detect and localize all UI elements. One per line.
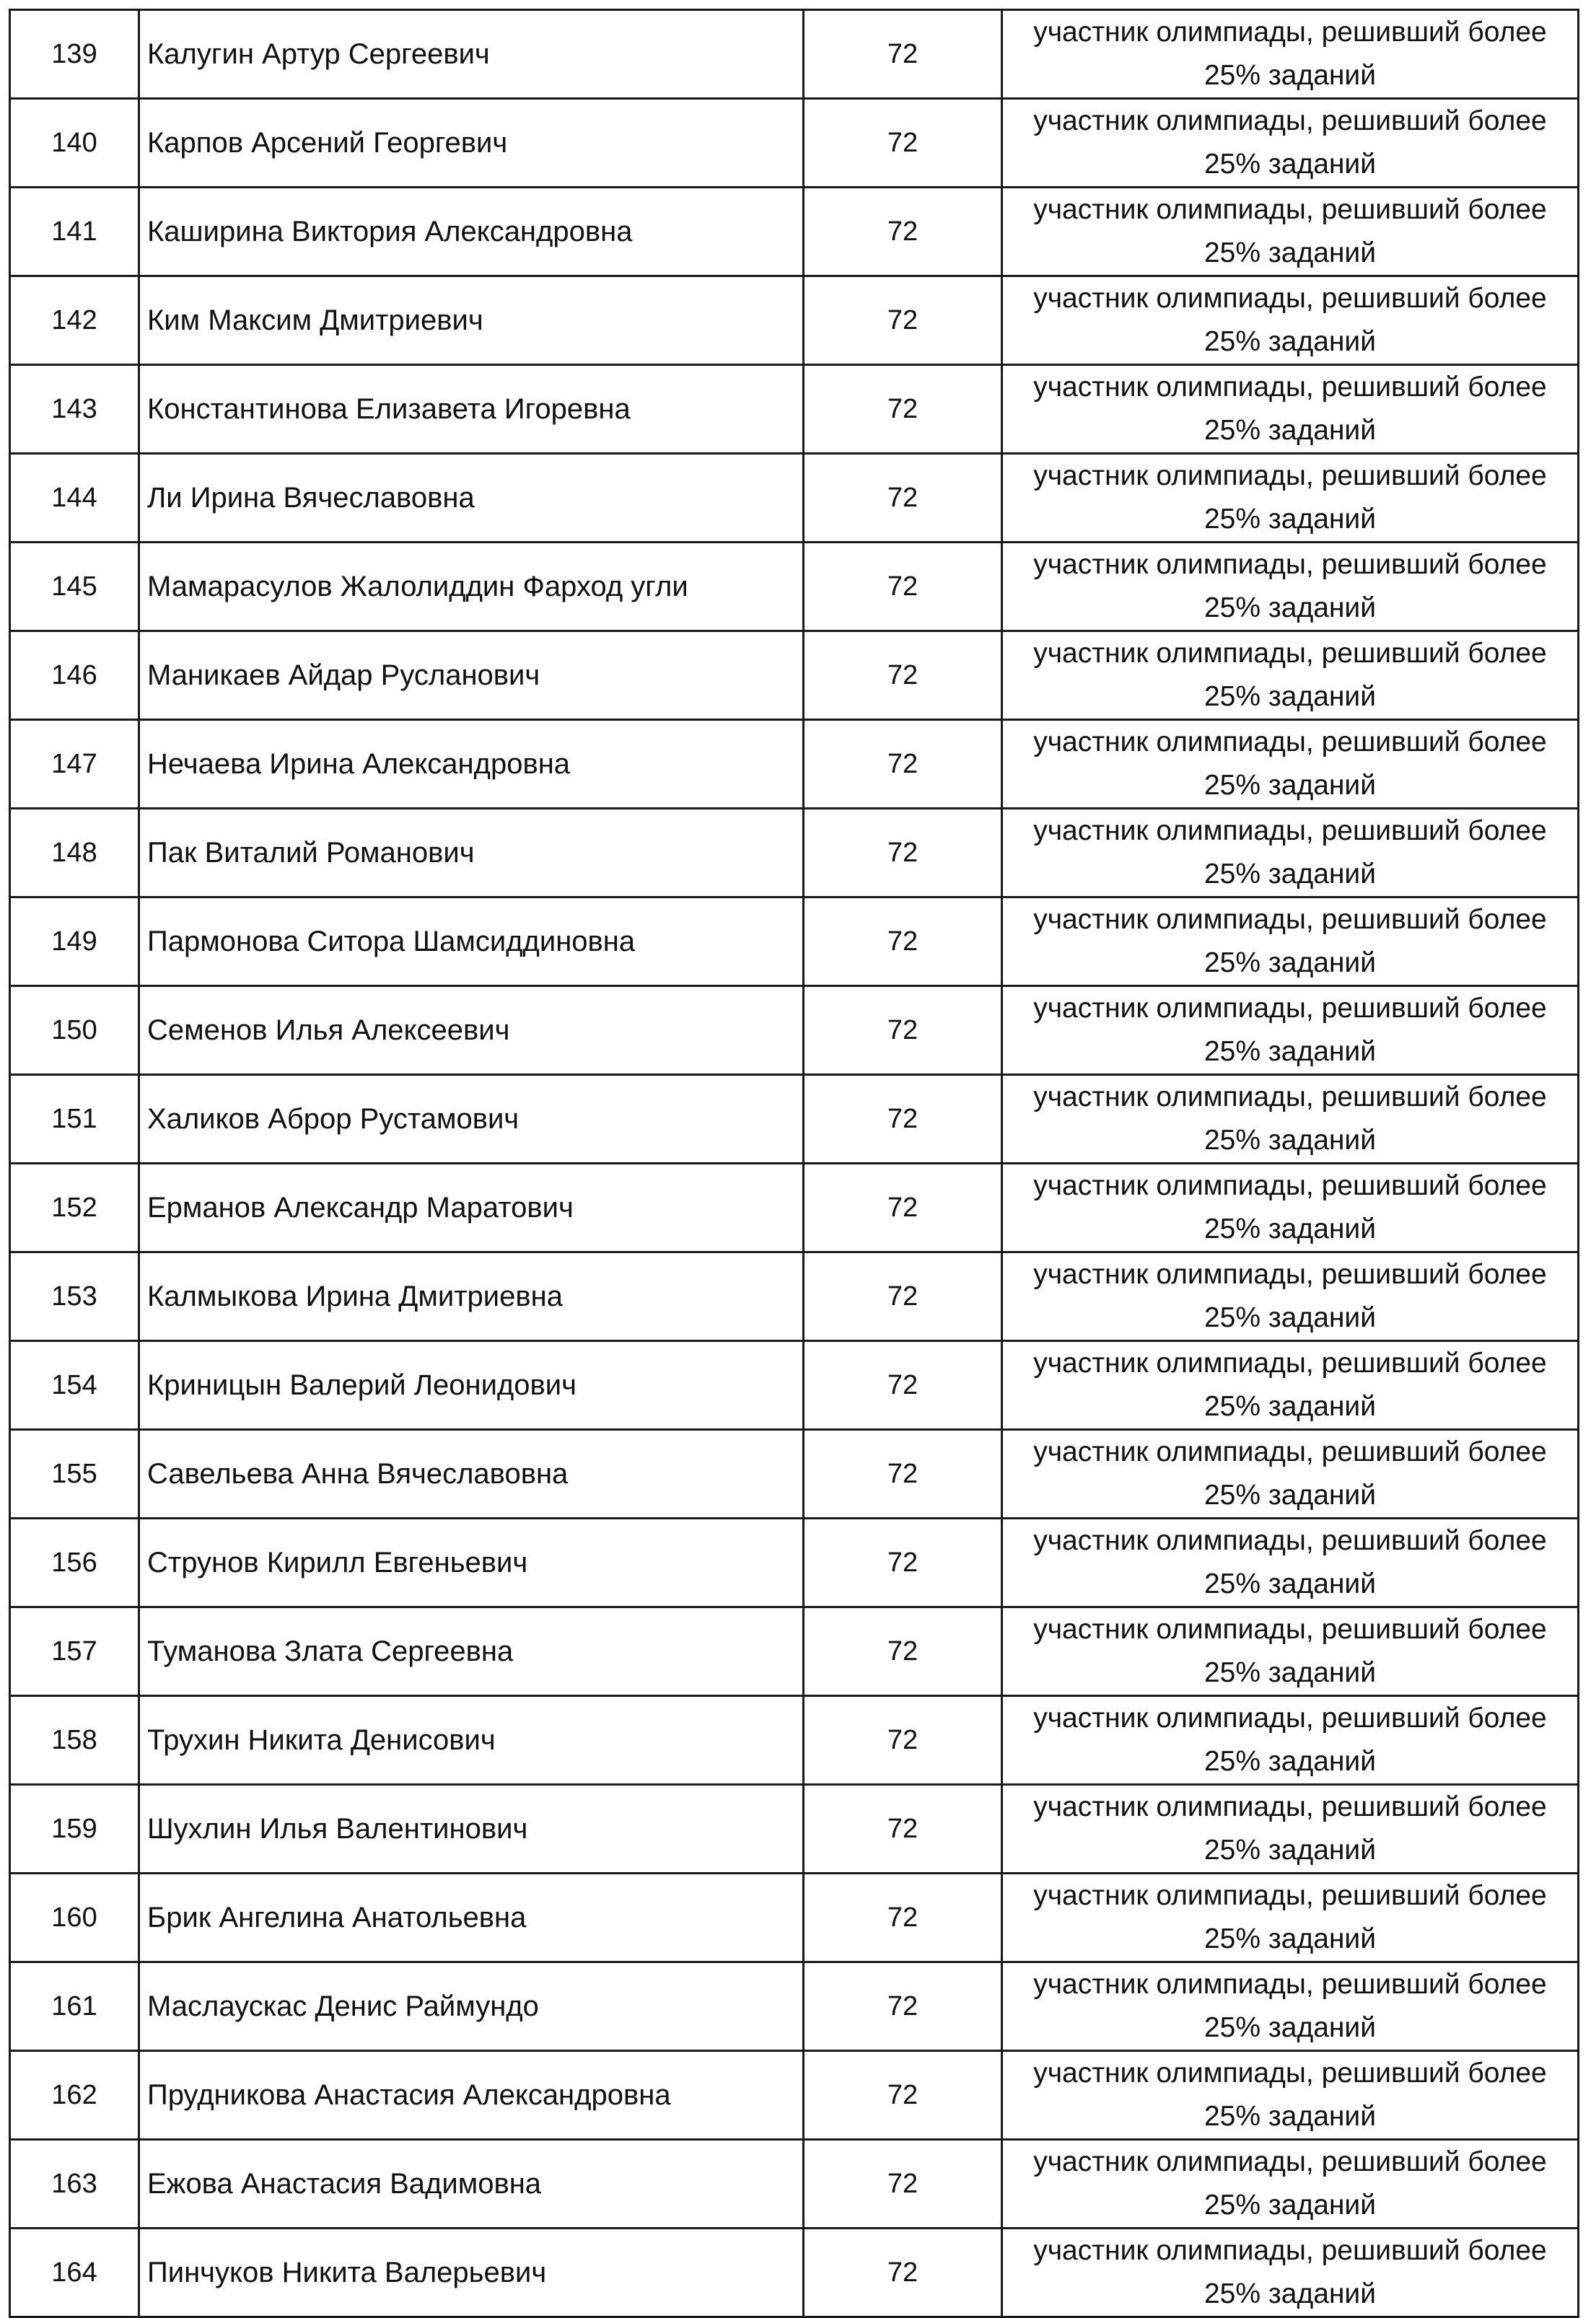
table-row <box>10 1519 1579 1607</box>
status-line-1: участник олимпиады, решивший более <box>1033 1880 1547 1911</box>
status-line-1: участник олимпиады, решивший более <box>1033 17 1547 48</box>
participant-status <box>1002 2229 1579 2317</box>
participant-status <box>1002 1874 1579 1962</box>
participant-status <box>1002 10 1579 99</box>
row-number: 147 <box>10 720 139 809</box>
participant-name: Шухлин Илья Валентинович <box>139 1785 804 1874</box>
status-line-2: 25% заданий <box>1203 326 1377 357</box>
participant-score: 72 <box>804 1874 1002 1962</box>
row-number: 157 <box>10 1607 139 1696</box>
status-line-2: 25% заданий <box>1203 2101 1377 2132</box>
participant-score: 72 <box>804 897 1002 986</box>
status-line-1: участник олимпиады, решивший более <box>1033 726 1547 758</box>
status-line-1: участник олимпиады, решивший более <box>1033 2235 1547 2266</box>
participant-score: 72 <box>804 99 1002 188</box>
table-row <box>10 10 1579 99</box>
status-line-1: участник олимпиады, решивший более <box>1033 1170 1547 1201</box>
participant-score: 72 <box>804 365 1002 454</box>
participant-status <box>1002 188 1579 276</box>
row-number: 159 <box>10 1785 139 1874</box>
row-number: 149 <box>10 897 139 986</box>
participant-status <box>1002 2140 1579 2229</box>
participant-status <box>1002 543 1579 631</box>
participant-status <box>1002 454 1579 543</box>
participant-score: 72 <box>804 2051 1002 2140</box>
table-row <box>10 2140 1579 2229</box>
participant-name: Ежова Анастасия Вадимовна <box>139 2140 804 2229</box>
table-row <box>10 99 1579 188</box>
table-row <box>10 2051 1579 2140</box>
participant-name: Трухин Никита Денисович <box>139 1696 804 1785</box>
status-line-2: 25% заданий <box>1203 1923 1377 1954</box>
participant-name: Ерманов Александр Маратович <box>139 1164 804 1252</box>
participant-status <box>1002 1696 1579 1785</box>
status-line-2: 25% заданий <box>1203 2278 1377 2309</box>
participant-status <box>1002 1252 1579 1341</box>
participant-name: Пинчуков Никита Валерьевич <box>139 2229 804 2317</box>
participant-status <box>1002 1164 1579 1252</box>
participant-score: 72 <box>804 1696 1002 1785</box>
status-line-1: участник олимпиады, решивший более <box>1033 1703 1547 1734</box>
participant-score: 72 <box>804 1252 1002 1341</box>
status-line-2: 25% заданий <box>1203 681 1377 712</box>
row-number: 160 <box>10 1874 139 1962</box>
status-line-2: 25% заданий <box>1203 1480 1377 1511</box>
status-line-1: участник олимпиады, решивший более <box>1033 1348 1547 1379</box>
status-line-2: 25% заданий <box>1203 1302 1377 1333</box>
row-number: 148 <box>10 809 139 897</box>
participant-status <box>1002 1519 1579 1607</box>
row-number: 155 <box>10 1430 139 1519</box>
row-number: 163 <box>10 2140 139 2229</box>
table-row <box>10 276 1579 365</box>
row-number: 143 <box>10 365 139 454</box>
status-line-1: участник олимпиады, решивший более <box>1033 993 1547 1024</box>
row-number: 150 <box>10 986 139 1075</box>
table-row <box>10 1252 1579 1341</box>
participant-status <box>1002 1962 1579 2051</box>
participant-score: 72 <box>804 2140 1002 2229</box>
participant-score: 72 <box>804 276 1002 365</box>
participant-status <box>1002 1075 1579 1164</box>
participant-status <box>1002 1430 1579 1519</box>
participant-name: Криницын Валерий Леонидович <box>139 1341 804 1430</box>
results-table-body <box>10 10 1579 2317</box>
status-line-2: 25% заданий <box>1203 1125 1377 1156</box>
participant-score: 72 <box>804 1962 1002 2051</box>
participant-score: 72 <box>804 1607 1002 1696</box>
status-line-1: участник олимпиады, решивший более <box>1033 194 1547 225</box>
participant-name: Каширина Виктория Александровна <box>139 188 804 276</box>
status-line-1: участник олимпиады, решивший более <box>1033 1436 1547 1467</box>
status-line-2: 25% заданий <box>1203 2012 1377 2043</box>
status-line-2: 25% заданий <box>1203 504 1377 535</box>
participant-score: 72 <box>804 2229 1002 2317</box>
participant-name: Нечаева Ирина Александровна <box>139 720 804 809</box>
participant-name: Пак Виталий Романович <box>139 809 804 897</box>
status-line-1: участник олимпиады, решивший более <box>1033 638 1547 669</box>
participant-name: Пармонова Ситора Шамсиддиновна <box>139 897 804 986</box>
participant-status <box>1002 809 1579 897</box>
results-sheet <box>9 9 1566 2318</box>
participant-name: Калмыкова Ирина Дмитриевна <box>139 1252 804 1341</box>
participant-score: 72 <box>804 454 1002 543</box>
participant-score: 72 <box>804 1164 1002 1252</box>
table-row <box>10 720 1579 809</box>
status-line-2: 25% заданий <box>1203 1213 1377 1244</box>
status-line-1: участник олимпиады, решивший более <box>1033 372 1547 403</box>
status-line-1: участник олимпиады, решивший более <box>1033 1259 1547 1290</box>
participant-name: Семенов Илья Алексеевич <box>139 986 804 1075</box>
status-line-2: 25% заданий <box>1203 1391 1377 1422</box>
table-row <box>10 365 1579 454</box>
participant-status <box>1002 1341 1579 1430</box>
participant-score: 72 <box>804 543 1002 631</box>
status-line-2: 25% заданий <box>1203 2190 1377 2221</box>
table-row <box>10 1430 1579 1519</box>
status-line-2: 25% заданий <box>1203 947 1377 978</box>
status-line-2: 25% заданий <box>1203 1746 1377 1777</box>
status-line-1: участник олимпиады, решивший более <box>1033 2058 1547 2089</box>
row-number: 141 <box>10 188 139 276</box>
row-number: 139 <box>10 10 139 99</box>
participant-score: 72 <box>804 188 1002 276</box>
row-number: 164 <box>10 2229 139 2317</box>
status-line-1: участник олимпиады, решивший более <box>1033 1614 1547 1645</box>
participant-score: 72 <box>804 1075 1002 1164</box>
participant-status <box>1002 631 1579 720</box>
table-row <box>10 809 1579 897</box>
participant-name: Туманова Злата Сергеевна <box>139 1607 804 1696</box>
status-line-1: участник олимпиады, решивший более <box>1033 460 1547 491</box>
table-row <box>10 2229 1579 2317</box>
status-line-2: 25% заданий <box>1203 770 1377 801</box>
row-number: 145 <box>10 543 139 631</box>
status-line-2: 25% заданий <box>1203 149 1377 180</box>
status-line-1: участник олимпиады, решивший более <box>1033 549 1547 580</box>
participant-score: 72 <box>804 809 1002 897</box>
participant-name: Карпов Арсений Георгевич <box>139 99 804 188</box>
table-row <box>10 454 1579 543</box>
participant-status <box>1002 1607 1579 1696</box>
table-row <box>10 986 1579 1075</box>
table-row <box>10 1075 1579 1164</box>
status-line-2: 25% заданий <box>1203 1036 1377 1067</box>
status-line-1: участник олимпиады, решивший более <box>1033 1081 1547 1112</box>
status-line-2: 25% заданий <box>1203 592 1377 623</box>
table-row <box>10 1785 1579 1874</box>
table-row <box>10 188 1579 276</box>
participant-name: Струнов Кирилл Евгеньевич <box>139 1519 804 1607</box>
table-row <box>10 1164 1579 1252</box>
participant-name: Ким Максим Дмитриевич <box>139 276 804 365</box>
row-number: 154 <box>10 1341 139 1430</box>
participant-name: Калугин Артур Сергеевич <box>139 10 804 99</box>
status-line-1: участник олимпиады, решивший более <box>1033 105 1547 136</box>
participant-status <box>1002 986 1579 1075</box>
participant-name: Маслаускас Денис Раймундо <box>139 1962 804 2051</box>
participant-score: 72 <box>804 1430 1002 1519</box>
status-line-2: 25% заданий <box>1203 1568 1377 1599</box>
status-line-1: участник олимпиады, решивший более <box>1033 1525 1547 1556</box>
status-line-1: участник олимпиады, решивший более <box>1033 1791 1547 1822</box>
row-number: 161 <box>10 1962 139 2051</box>
participant-status <box>1002 897 1579 986</box>
status-line-2: 25% заданий <box>1203 415 1377 446</box>
participant-status <box>1002 720 1579 809</box>
participant-score: 72 <box>804 1341 1002 1430</box>
table-row <box>10 1607 1579 1696</box>
status-line-1: участник олимпиады, решивший более <box>1033 283 1547 314</box>
participant-status <box>1002 2051 1579 2140</box>
participant-score: 72 <box>804 1785 1002 1874</box>
status-line-2: 25% заданий <box>1203 237 1377 268</box>
table-row <box>10 897 1579 986</box>
olympiad-results-table <box>9 9 1579 2318</box>
table-row <box>10 631 1579 720</box>
participant-name: Савельева Анна Вячеславовна <box>139 1430 804 1519</box>
table-row <box>10 1696 1579 1785</box>
table-row <box>10 1962 1579 2051</box>
status-line-1: участник олимпиады, решивший более <box>1033 2146 1547 2177</box>
participant-name: Мамарасулов Жалолиддин Фарход угли <box>139 543 804 631</box>
status-line-1: участник олимпиады, решивший более <box>1033 1969 1547 2000</box>
row-number: 153 <box>10 1252 139 1341</box>
participant-score: 72 <box>804 631 1002 720</box>
participant-status <box>1002 1785 1579 1874</box>
participant-status <box>1002 276 1579 365</box>
row-number: 162 <box>10 2051 139 2140</box>
row-number: 140 <box>10 99 139 188</box>
table-row <box>10 1874 1579 1962</box>
row-number: 142 <box>10 276 139 365</box>
participant-name: Маникаев Айдар Русланович <box>139 631 804 720</box>
row-number: 156 <box>10 1519 139 1607</box>
status-line-1: участник олимпиады, решивший более <box>1033 815 1547 846</box>
participant-score: 72 <box>804 986 1002 1075</box>
participant-status <box>1002 99 1579 188</box>
status-line-2: 25% заданий <box>1203 60 1377 91</box>
status-line-2: 25% заданий <box>1203 859 1377 890</box>
status-line-1: участник олимпиады, решивший более <box>1033 904 1547 935</box>
row-number: 151 <box>10 1075 139 1164</box>
row-number: 144 <box>10 454 139 543</box>
status-line-2: 25% заданий <box>1203 1835 1377 1866</box>
status-line-2: 25% заданий <box>1203 1657 1377 1688</box>
participant-score: 72 <box>804 720 1002 809</box>
participant-name: Константинова Елизавета Игоревна <box>139 365 804 454</box>
row-number: 146 <box>10 631 139 720</box>
participant-name: Халиков Аброр Рустамович <box>139 1075 804 1164</box>
participant-name: Брик Ангелина Анатольевна <box>139 1874 804 1962</box>
table-row <box>10 1341 1579 1430</box>
table-row <box>10 543 1579 631</box>
row-number: 152 <box>10 1164 139 1252</box>
row-number: 158 <box>10 1696 139 1785</box>
participant-score: 72 <box>804 10 1002 99</box>
participant-score: 72 <box>804 1519 1002 1607</box>
participant-status <box>1002 365 1579 454</box>
participant-name: Прудникова Анастасия Александровна <box>139 2051 804 2140</box>
participant-name: Ли Ирина Вячеславовна <box>139 454 804 543</box>
